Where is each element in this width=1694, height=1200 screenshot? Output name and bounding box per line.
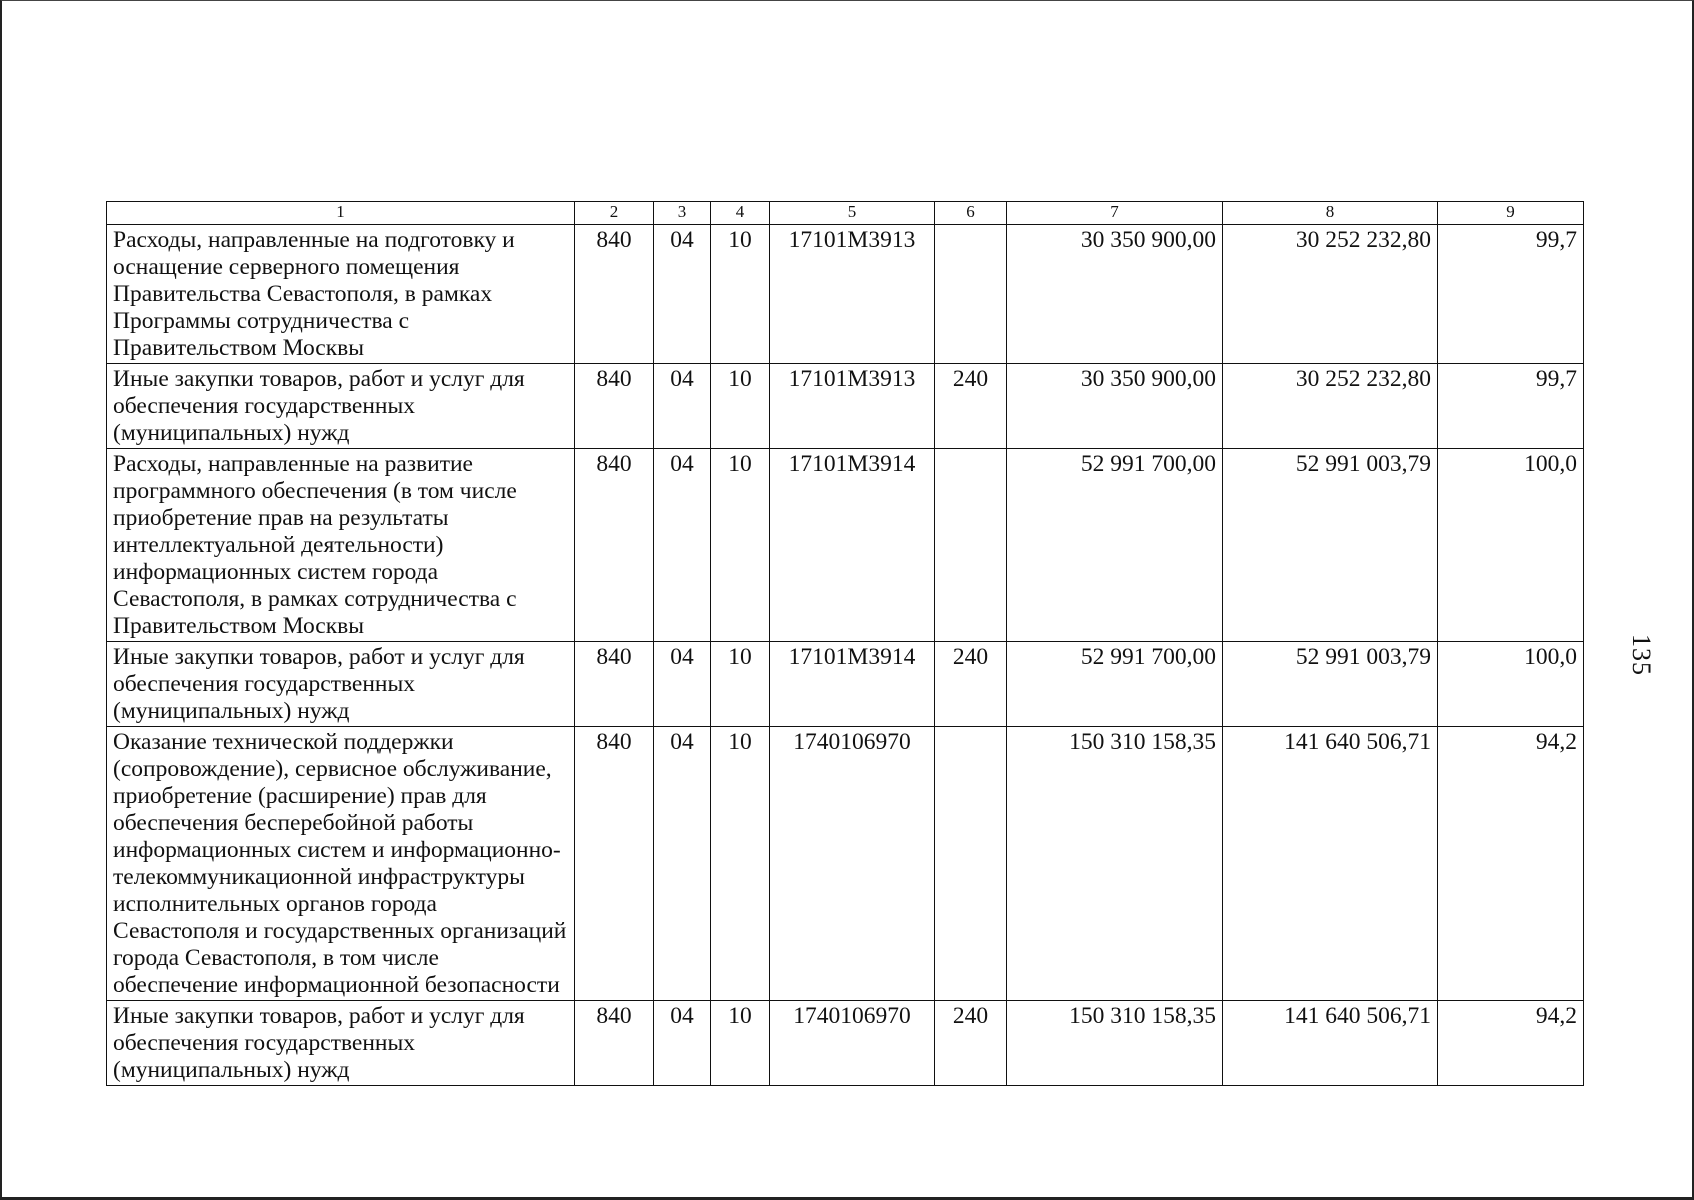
ministry-code: 840 xyxy=(575,449,654,642)
subsection-code: 10 xyxy=(711,225,770,364)
execution-percent: 94,2 xyxy=(1438,727,1584,1001)
planned-amount: 52 991 700,00 xyxy=(1007,449,1223,642)
column-header: 4 xyxy=(711,202,770,225)
executed-amount: 52 991 003,79 xyxy=(1223,449,1438,642)
target-article-code: 17101M3913 xyxy=(770,364,935,449)
expense-type-code: 240 xyxy=(935,364,1007,449)
expense-type-code: 240 xyxy=(935,642,1007,727)
subsection-code: 10 xyxy=(711,364,770,449)
expense-name: Иные закупки товаров, работ и услуг для обеспечения государственных (муниципальных) нужд xyxy=(107,1001,575,1086)
table-row xyxy=(107,225,1584,364)
column-header: 5 xyxy=(770,202,935,225)
page-number: 135 xyxy=(1627,634,1656,676)
expense-type-code xyxy=(935,727,1007,1001)
expense-name: Расходы, направленные на подготовку и оснащение серверного помещения Правительства Севастополя, в рамках Программы сотрудничества с Правительством Москвы xyxy=(107,225,575,364)
executed-amount: 30 252 232,80 xyxy=(1223,225,1438,364)
execution-percent: 100,0 xyxy=(1438,642,1584,727)
column-number-row xyxy=(107,202,1584,225)
planned-amount: 52 991 700,00 xyxy=(1007,642,1223,727)
section-code: 04 xyxy=(654,364,711,449)
target-article-code: 1740106970 xyxy=(770,1001,935,1086)
expense-type-code xyxy=(935,225,1007,364)
executed-amount: 141 640 506,71 xyxy=(1223,1001,1438,1086)
ministry-code: 840 xyxy=(575,727,654,1001)
execution-percent: 99,7 xyxy=(1438,364,1584,449)
planned-amount: 30 350 900,00 xyxy=(1007,364,1223,449)
target-article-code: 17101M3914 xyxy=(770,642,935,727)
table-row xyxy=(107,1001,1584,1086)
expense-type-code xyxy=(935,449,1007,642)
execution-percent: 99,7 xyxy=(1438,225,1584,364)
executed-amount: 30 252 232,80 xyxy=(1223,364,1438,449)
ministry-code: 840 xyxy=(575,364,654,449)
execution-percent: 100,0 xyxy=(1438,449,1584,642)
column-header: 6 xyxy=(935,202,1007,225)
ministry-code: 840 xyxy=(575,225,654,364)
subsection-code: 10 xyxy=(711,727,770,1001)
table-row xyxy=(107,727,1584,1001)
column-header: 3 xyxy=(654,202,711,225)
executed-amount: 141 640 506,71 xyxy=(1223,727,1438,1001)
planned-amount: 150 310 158,35 xyxy=(1007,1001,1223,1086)
section-code: 04 xyxy=(654,727,711,1001)
column-header: 8 xyxy=(1223,202,1438,225)
column-header: 9 xyxy=(1438,202,1584,225)
expense-name: Оказание технической поддержки (сопровождение), сервисное обслуживание, приобретение (расширение) прав для обеспечения бесперебойной работы информационных систем и информационно-телекоммуникационной инфраструктуры исполнительных органов города Севастополя и государственных организаций города Севастополя, в том числе обеспечение информационной безопасности xyxy=(107,727,575,1001)
subsection-code: 10 xyxy=(711,449,770,642)
budget-table xyxy=(106,201,1584,1086)
executed-amount: 52 991 003,79 xyxy=(1223,642,1438,727)
expense-name: Иные закупки товаров, работ и услуг для обеспечения государственных (муниципальных) нужд xyxy=(107,364,575,449)
ministry-code: 840 xyxy=(575,642,654,727)
target-article-code: 17101M3914 xyxy=(770,449,935,642)
target-article-code: 1740106970 xyxy=(770,727,935,1001)
subsection-code: 10 xyxy=(711,642,770,727)
planned-amount: 30 350 900,00 xyxy=(1007,225,1223,364)
column-header: 2 xyxy=(575,202,654,225)
column-header: 7 xyxy=(1007,202,1223,225)
expense-name: Иные закупки товаров, работ и услуг для обеспечения государственных (муниципальных) нужд xyxy=(107,642,575,727)
execution-percent: 94,2 xyxy=(1438,1001,1584,1086)
table-row xyxy=(107,642,1584,727)
table-row xyxy=(107,364,1584,449)
section-code: 04 xyxy=(654,225,711,364)
expense-type-code: 240 xyxy=(935,1001,1007,1086)
column-header: 1 xyxy=(107,202,575,225)
ministry-code: 840 xyxy=(575,1001,654,1086)
subsection-code: 10 xyxy=(711,1001,770,1086)
target-article-code: 17101M3913 xyxy=(770,225,935,364)
table-row xyxy=(107,449,1584,642)
section-code: 04 xyxy=(654,449,711,642)
planned-amount: 150 310 158,35 xyxy=(1007,727,1223,1001)
expense-name: Расходы, направленные на развитие программного обеспечения (в том числе приобретение прав на результаты интеллектуальной деятельности) информационных систем города Севастополя, в рамках сотрудничества с Правительством Москвы xyxy=(107,449,575,642)
section-code: 04 xyxy=(654,642,711,727)
section-code: 04 xyxy=(654,1001,711,1086)
